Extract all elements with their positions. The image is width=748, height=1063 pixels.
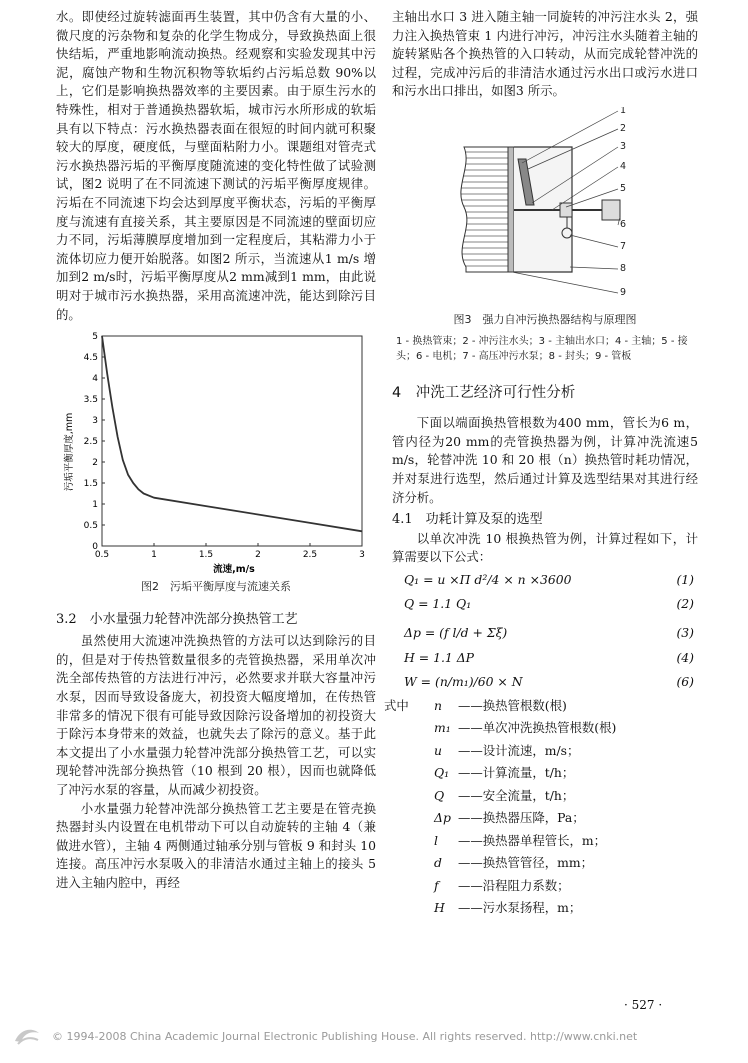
- formula-number: (4): [676, 649, 694, 665]
- variable-row: [384, 717, 698, 740]
- variable-row: [384, 875, 698, 898]
- formula-row: [392, 593, 698, 617]
- formula-expression: Q₁ = u ×Π d²/4 × n ×3600: [404, 571, 572, 587]
- formula-expression: Q = 1.1 Q₁: [404, 595, 472, 611]
- tube-bundle-shape: [461, 147, 508, 272]
- chart-plot-frame: [102, 336, 362, 546]
- label-2: 2: [620, 122, 627, 134]
- chart-y-tick-label: 4.5: [83, 353, 98, 364]
- variable-description: ——设计流速，m/s；: [458, 742, 580, 758]
- variable-symbol: f: [434, 877, 439, 893]
- chart-y-tick-label: 0: [92, 542, 98, 553]
- right-paragraph-2: 下面以端面换热管根数为400 mm，管长为6 m，管内径为20 mm的壳管换热器为例，计算冲洗流速5 m/s，轮替冲洗 10 和 20 根（n）换热管时耗功情况，并对泵进行选型，然后通过计算及选型结果对其进行经济分析。: [392, 415, 698, 505]
- motor: [602, 200, 620, 220]
- formula-expression: H = 1.1 ΔP: [404, 649, 474, 665]
- left-paragraph-2: 虽然使用大流速冲洗换热管的方法可以达到除污的目的，但是对于传热管数量很多的壳管换热器，采用单次冲洗全部传热管的方法进行冲污，必然要求并联大容量冲污水泵，因而导致设备庞大，初投资大幅度增加，在传热管非常多的情况下很有可能导致因除污设备增加的初投资大于除污本身带来的效益，也就失去了除污的意义。基于此本文提出了小水量强力轮替冲洗部分换热管工艺，可以实现轮替冲洗部分换热管（10 根到 20 根），因而也就降低了冲污水泵的容量，从而减少初投资。: [56, 633, 376, 798]
- chart-y-tick-label: 1: [92, 500, 98, 511]
- formula-row: [392, 617, 698, 647]
- label-7: 7: [620, 240, 627, 252]
- cnki-logo-icon: [12, 1025, 42, 1047]
- chart-y-tick-label: 3: [92, 416, 98, 427]
- figure-3: [392, 107, 698, 319]
- exchanger-structure-diagram: [392, 107, 698, 319]
- formula-row: [392, 569, 698, 593]
- variable-symbol: Q₁: [434, 765, 450, 781]
- formula-number: (2): [676, 595, 694, 611]
- variable-description: ——沿程阻力系数；: [458, 877, 570, 893]
- figure-2: [56, 328, 376, 578]
- chart-y-axis-label: 污垢平衡厚度,mm: [64, 412, 75, 492]
- chart-x-tick-label: 0.5: [94, 550, 110, 561]
- variable-row: [384, 785, 698, 808]
- formula-expression: Δp = (f l/d + Σξ): [404, 624, 508, 640]
- left-paragraph-1: 水。即使经过旋转滤面再生装置，其中仍含有大量的小、微尺度的污杂物和复杂的化学生物成分，导致换热面上很快结垢，严重地影响流动换热。经观察和实验发现其中污泥，腐蚀产物和生物沉积物等软垢约占污垢总数 90%以上，它们是影响换热器效率的主要因素。由于原生污水的特殊性，相对于普通换热器软垢，城市污水所形成的软垢具有以下特点：污水换热器表面在很短的时间内就可积聚较大的厚度，硬度低，与壁面粘附力小。课题组对管壳式污水换热器污垢的平衡厚度随流速的变化特性做了试验测试，图2 说明了在不同流速下测试的污垢平衡厚度规律。污垢在不同流速下均会达到厚度平衡状态，污垢的平衡厚度与流速有直接关系，其主要原因是不同流速的壁面切应力不同，污垢薄膜厚度增加到一定程度后，其粘滞力小于流体切应力便开始脱落。如图2 所示，当流速从1 m/s 增加到2 m/s时，污垢平衡厚度从2 mm减到1 mm，由此说明对于城市污水换热器，采用高流速冲洗，能达到除污目的。: [56, 9, 376, 322]
- variable-row: [384, 807, 698, 830]
- variable-list: [384, 695, 698, 920]
- formula-expression: W = (n/m₁)/60 × N: [404, 673, 523, 689]
- chart-x-axis-label: 流速,m/s: [213, 564, 255, 576]
- chart-x-tick-label: 2.5: [302, 550, 318, 561]
- chart-series-line: [102, 336, 362, 531]
- chart-y-tick-label: 0.5: [83, 521, 98, 532]
- variable-symbol: d: [434, 855, 442, 871]
- chart-x-tick-label: 1: [151, 550, 157, 561]
- chart-y-tick-label: 1.5: [83, 479, 98, 490]
- variable-row: [384, 695, 698, 718]
- left-column: [56, 8, 376, 893]
- formula-row: [392, 671, 698, 695]
- tube-sheet: [508, 147, 514, 272]
- variable-row: [384, 897, 698, 920]
- variable-symbol: n: [434, 697, 442, 713]
- where-label: 式中: [384, 697, 409, 713]
- formula-number: (1): [676, 571, 694, 587]
- chart-x-tick-label: 1.5: [198, 550, 214, 561]
- right-paragraph-1: 主轴出水口 3 进入随主轴一同旋转的冲污注水头 2，强力注入换热管束 1 内进行冲污，冲污注水头随着主轴的旋转紧贴各个换热管的入口转动，从而完成轮替冲洗的过程，完成冲污后的非清洁水通过污水出口或污水进口和污水出口排出，如图3 所示。: [392, 9, 698, 99]
- variable-description: ——换热管根数(根): [458, 697, 567, 713]
- variable-symbol: Q: [434, 787, 445, 803]
- fouling-thickness-chart: [56, 328, 376, 578]
- formula-number: (3): [676, 624, 694, 640]
- label-8: 8: [620, 262, 627, 274]
- variable-description: ——安全流量，t/h；: [458, 787, 575, 803]
- label-3: 3: [620, 140, 627, 152]
- variable-row: [384, 830, 698, 853]
- formula-list: [392, 569, 698, 695]
- figure-3-legend: 1 - 换热管束；2 - 冲污注水头；3 - 主轴出水口；4 - 主轴；5 - 接头；6 - 电机；7 - 高压冲污水泵；8 - 封头；9 - 管板: [396, 335, 688, 362]
- chart-y-tick-label: 2.5: [83, 437, 98, 448]
- variable-symbol: m₁: [434, 720, 451, 736]
- label-9: 9: [620, 286, 627, 298]
- variable-description: ——污水泵扬程，m；: [458, 900, 582, 916]
- copyright-text: © 1994-2008 China Academic Journal Electronic Publishing House. All rights reserved. http://www.cnki.net: [52, 1030, 638, 1043]
- chart-y-tick-label: 2: [92, 458, 98, 469]
- chart-x-tick-label: 3: [359, 550, 365, 561]
- section-4-1-heading: 4.1 功耗计算及泵的选型: [392, 512, 543, 528]
- right-paragraph-3: 以单次冲洗 10 根换热管为例，计算过程如下，计算需要以下公式：: [392, 530, 698, 565]
- page-footer: [0, 1020, 748, 1063]
- variable-symbol: Δp: [434, 810, 451, 826]
- page-number: · 527 ·: [624, 998, 663, 1012]
- figure-2-caption: 图2 污垢平衡厚度与流速关系: [141, 580, 291, 594]
- chart-y-tick-label: 4: [92, 374, 98, 385]
- formula-number: (6): [676, 673, 694, 689]
- variable-description: ——换热器压降，Pa；: [458, 810, 585, 826]
- label-6: 6: [620, 218, 627, 230]
- chart-x-tick-label: 2: [255, 550, 261, 561]
- variable-symbol: H: [434, 900, 445, 916]
- variable-symbol: l: [434, 832, 438, 848]
- left-paragraph-3: 小水量强力轮替冲洗部分换热管工艺主要是在管壳换热器封头内设置在电机带动下可以自动旋转的主轴 4（兼做进水管），主轴 4 两侧通过轴承分别与管板 9 和封头 10 连接。高压冲污水泵吸入的非清洁水通过主轴上的接头 5 进入主轴内腔中，再经: [56, 800, 376, 890]
- figure-3-caption: 图3 强力自冲污换热器结构与原理图: [453, 312, 637, 326]
- variable-row: [384, 740, 698, 763]
- chart-y-tick-label: 5: [92, 332, 98, 343]
- chart-y-tick-label: 3.5: [83, 395, 98, 406]
- label-4: 4: [620, 160, 627, 172]
- right-column: [384, 8, 698, 920]
- variable-description: ——换热管管径，mm；: [458, 855, 594, 871]
- formula-row: [392, 647, 698, 671]
- label-1: 1: [620, 106, 627, 116]
- variable-description: ——单次冲洗换热管根数(根): [458, 720, 617, 736]
- variable-symbol: u: [434, 742, 442, 758]
- variable-row: [384, 762, 698, 785]
- joint: [560, 203, 572, 217]
- variable-description: ——换热器单程管长，m；: [458, 832, 607, 848]
- variable-row: [384, 852, 698, 875]
- variable-description: ——计算流量，t/h；: [458, 765, 575, 781]
- section-4-heading: 4 冲洗工艺经济可行性分析: [392, 384, 576, 401]
- label-5: 5: [620, 182, 627, 194]
- section-3-2-heading: 3.2 小水量强力轮替冲洗部分换热管工艺: [56, 611, 298, 627]
